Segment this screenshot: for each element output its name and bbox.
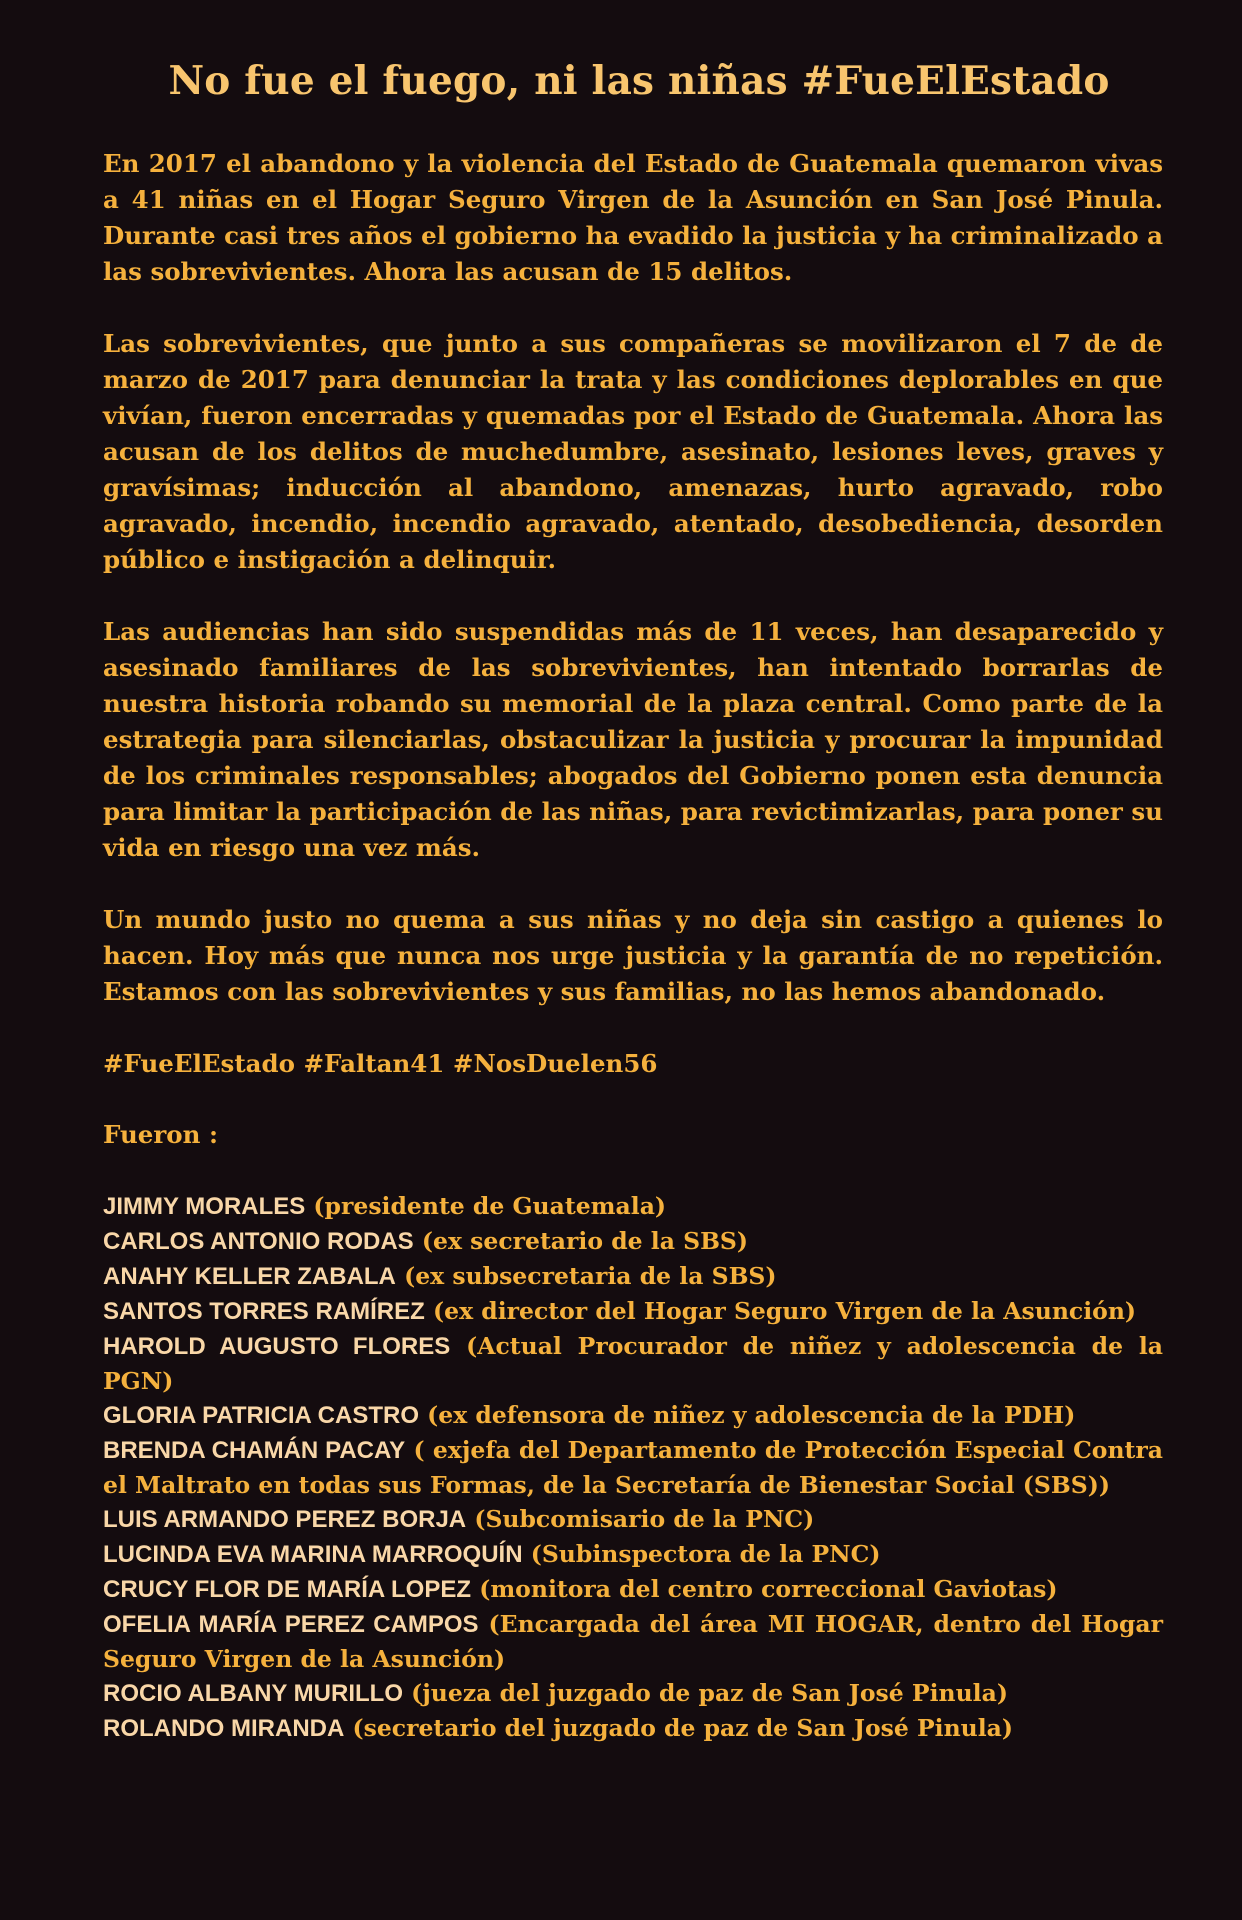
list-item: [103, 1537, 1163, 1572]
page-title: No fue el fuego, ni las niñas #FueElEstado: [168, 58, 1110, 104]
hashtags: #FueElEstado #Faltan41 #NosDuelen56: [103, 1049, 658, 1078]
paragraph-intro: En 2017 el abandono y la violencia del Estado de Guatemala quemaron vivas a 41 niñas en el Hogar Seguro Virgen de la Asunción en San José Pinula. Durante casi tres años el gobierno ha evadido la justicia y ha criminalizado a las sobrevivientes. Ahora las acusan de 15 delitos.: [103, 149, 1163, 286]
person-name: OFELIA MARÍA PEREZ CAMPOS: [103, 1611, 479, 1638]
person-role: (ex subsecretaria de la SBS): [395, 1262, 777, 1290]
person-name: CARLOS ANTONIO RODAS: [103, 1228, 414, 1255]
person-role: (presidente de Guatemala): [305, 1192, 667, 1220]
person-role: (Encargada del área MI HOGAR, dentro del Hogar Seguro Virgen de la Asunción): [103, 1610, 1164, 1673]
person-role: ( exjefa del Departamento de Protección Especial Contra el Maltrato en todas sus Formas, de la Secretaría de Bienestar Social (SBS)): [103, 1436, 1163, 1499]
list-item: [103, 1502, 1163, 1537]
person-name: ROLANDO MIRANDA: [103, 1715, 345, 1742]
list-item: [103, 1189, 1163, 1224]
list-item: [103, 1607, 1163, 1676]
person-role: (monitora del centro correccional Gaviotas): [471, 1575, 1058, 1603]
person-name: CRUCY FLOR DE MARÍA LOPEZ: [103, 1576, 472, 1603]
person-name: SANTOS TORRES RAMÍREZ: [103, 1298, 425, 1325]
person-role: (secretario del juzgado de paz de San José Pinula): [344, 1714, 1014, 1742]
paragraph-survivors: Las sobrevivientes, que junto a sus compañeras se movilizaron el 7 de de marzo de 2017 para denunciar la trata y las condiciones deplorables en que vivían, fueron encerradas y quemadas por el Estado de Guatemala. Ahora las acusan de los delitos de muchedumbre, asesinato, lesiones leves, graves y gravísimas; inducción al abandono, amenazas, hurto agravado, robo agravado, incendio, incendio agravado, atentado, desobediencia, desorden público e instigación a delinquir.: [103, 329, 1163, 574]
person-role: (Subcomisario de la PNC): [466, 1505, 815, 1533]
list-item: [103, 1398, 1163, 1433]
person-name: BRENDA CHAMÁN PACAY: [103, 1437, 406, 1464]
person-role: (ex defensora de niñez y adolescencia de la PDH): [418, 1401, 1076, 1429]
person-name: HAROLD AUGUSTO FLORES: [103, 1333, 451, 1360]
person-name: LUCINDA EVA MARINA MARROQUÍN: [103, 1541, 523, 1568]
person-name: JIMMY MORALES: [103, 1193, 306, 1220]
person-name: GLORIA PATRICIA CASTRO: [103, 1402, 419, 1429]
person-role: (ex secretario de la SBS): [413, 1227, 749, 1255]
fueron-label: Fueron :: [103, 1120, 218, 1149]
person-name: ROCIO ALBANY MURILLO: [103, 1680, 403, 1707]
list-item: [103, 1224, 1163, 1259]
document-page: [103, 0, 1163, 1746]
list-item: [103, 1572, 1163, 1607]
person-role: (jueza del juzgado de paz de San José Pinula): [403, 1679, 1008, 1707]
person-name: ANAHY KELLER ZABALA: [103, 1263, 396, 1290]
responsible-list: [103, 1189, 1163, 1746]
list-item: [103, 1433, 1163, 1502]
list-item: [103, 1711, 1163, 1746]
person-role: (Actual Procurador de niñez y adolescencia de la PGN): [103, 1332, 1163, 1395]
list-item: [103, 1294, 1163, 1329]
paragraph-hearings: Las audiencias han sido suspendidas más de 11 veces, han desaparecido y asesinado familiares de las sobrevivientes, han intentado borrarlas de nuestra historia robando su memorial de la plaza central. Como parte de la estrategia para silenciarlas, obstaculizar la justicia y procurar la impunidad de los criminales responsables; abogados del Gobierno ponen esta denuncia para limitar la participación de las niñas, para revictimizarlas, para poner su vida en riesgo una vez más.: [103, 617, 1163, 862]
list-item: [103, 1329, 1163, 1398]
person-role: (ex director del Hogar Seguro Virgen de la Asunción): [424, 1297, 1137, 1325]
person-name: LUIS ARMANDO PEREZ BORJA: [103, 1506, 467, 1533]
list-item: [103, 1259, 1163, 1294]
paragraph-closing: Un mundo justo no quema a sus niñas y no deja sin castigo a quienes lo hacen. Hoy más que nunca nos urge justicia y la garantía de no repetición. Estamos con las sobrevivientes y sus familias, no las hemos abandonado.: [103, 905, 1163, 1006]
list-item: [103, 1676, 1163, 1711]
person-role: (Subinspectora de la PNC): [522, 1540, 881, 1568]
